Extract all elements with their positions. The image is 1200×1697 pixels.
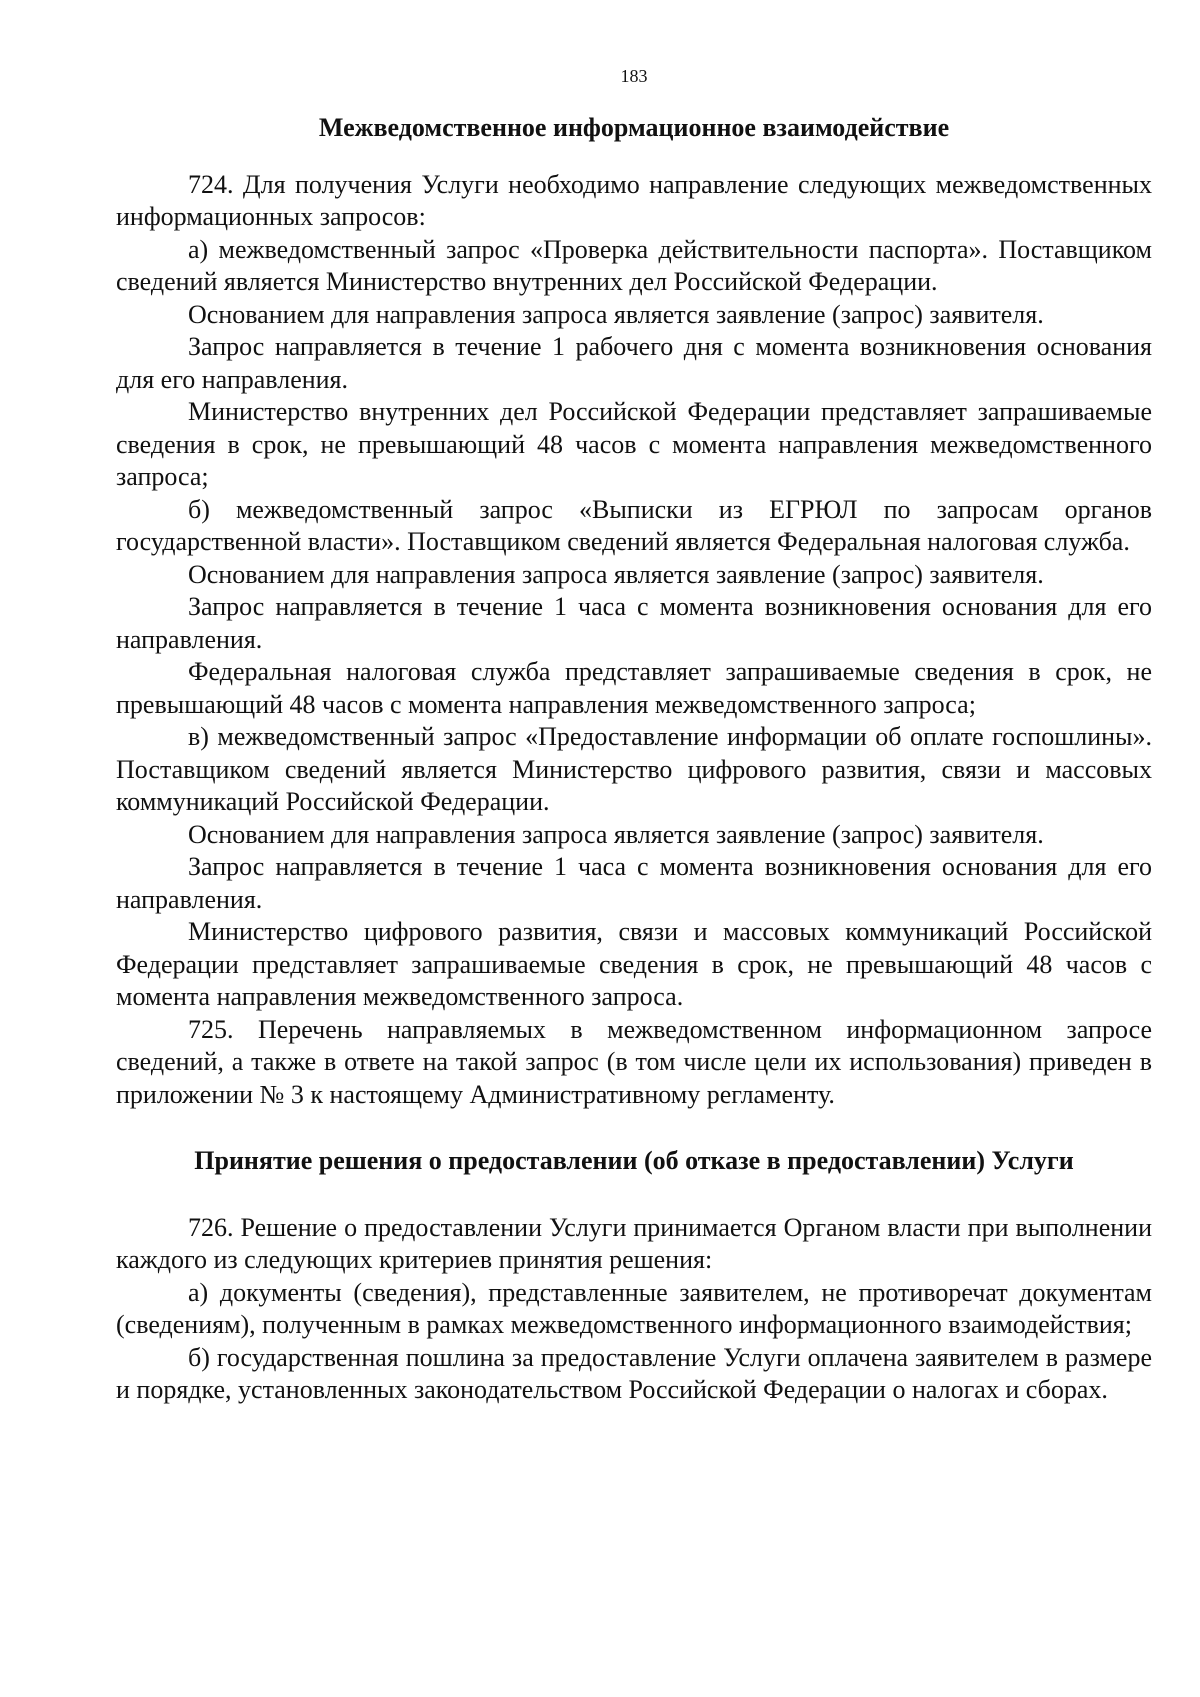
- paragraph: Запрос направляется в течение 1 часа с момента возникновения основания для его направления.: [116, 592, 1152, 654]
- section-heading-interagency: Межведомственное информационное взаимодействие: [318, 113, 950, 142]
- paragraph: Министерство внутренних дел Российской Федерации представляет запрашиваемые сведения в срок, не превышающий 48 часов с момента направления межведомственного запроса;: [116, 397, 1152, 491]
- section-heading-decision: Принятие решения о предоставлении (об отказе в предоставлении) Услуги: [194, 1146, 1074, 1175]
- paragraph: а) межведомственный запрос «Проверка действительности паспорта». Поставщиком сведений является Министерство внутренних дел Российской Федерации.: [116, 234, 1152, 296]
- paragraph: б) государственная пошлина за предоставление Услуги оплачена заявителем в размере и порядке, установленных законодательством Российской Федерации о налогах и сборах.: [116, 1342, 1152, 1404]
- paragraph: 726. Решение о предоставлении Услуги принимается Органом власти при выполнении каждого из следующих критериев принятия решения:: [116, 1212, 1152, 1274]
- paragraph: в) межведомственный запрос «Предоставление информации об оплате госпошлины». Поставщиком сведений является Министерство цифрового развития, связи и массовых коммуникаций Российской Федерации.: [116, 722, 1152, 816]
- page-number: 183: [620, 66, 648, 86]
- paragraph: а) документы (сведения), представленные заявителем, не противоречат документам (сведениям), полученным в рамках межведомственного информационного взаимодействия;: [116, 1277, 1152, 1339]
- paragraph: 725. Перечень направляемых в межведомственном информационном запросе сведений, а также в ответе на такой запрос (в том числе цели их использования) приведен в приложении № 3 к настоящему Административному регламенту.: [116, 1014, 1152, 1109]
- paragraph: Федеральная налоговая служба представляет запрашиваемые сведения в срок, не превышающий 48 часов с момента направления межведомственного запроса;: [116, 657, 1152, 719]
- paragraph: Запрос направляется в течение 1 часа с момента возникновения основания для его направления.: [116, 852, 1152, 914]
- paragraph: б) межведомственный запрос «Выписки из ЕГРЮЛ по запросам органов государственной власти». Поставщиком сведений является Федеральная налоговая служба.: [116, 494, 1152, 556]
- paragraph: Основанием для направления запроса является заявление (запрос) заявителя.: [188, 819, 1044, 849]
- document-page: [116, 64, 1152, 1407]
- paragraph: Основанием для направления запроса является заявление (запрос) заявителя.: [188, 299, 1044, 329]
- paragraph: Запрос направляется в течение 1 рабочего дня с момента возникновения основания для его направления.: [116, 332, 1152, 394]
- paragraph: 724. Для получения Услуги необходимо направление следующих межведомственных информационных запросов:: [116, 169, 1152, 231]
- paragraph: Министерство цифрового развития, связи и массовых коммуникаций Российской Федерации представляет запрашиваемые сведения в срок, не превышающий 48 часов с момента направления межведомственного запроса.: [116, 917, 1152, 1011]
- paragraph: Основанием для направления запроса является заявление (запрос) заявителя.: [188, 559, 1044, 589]
